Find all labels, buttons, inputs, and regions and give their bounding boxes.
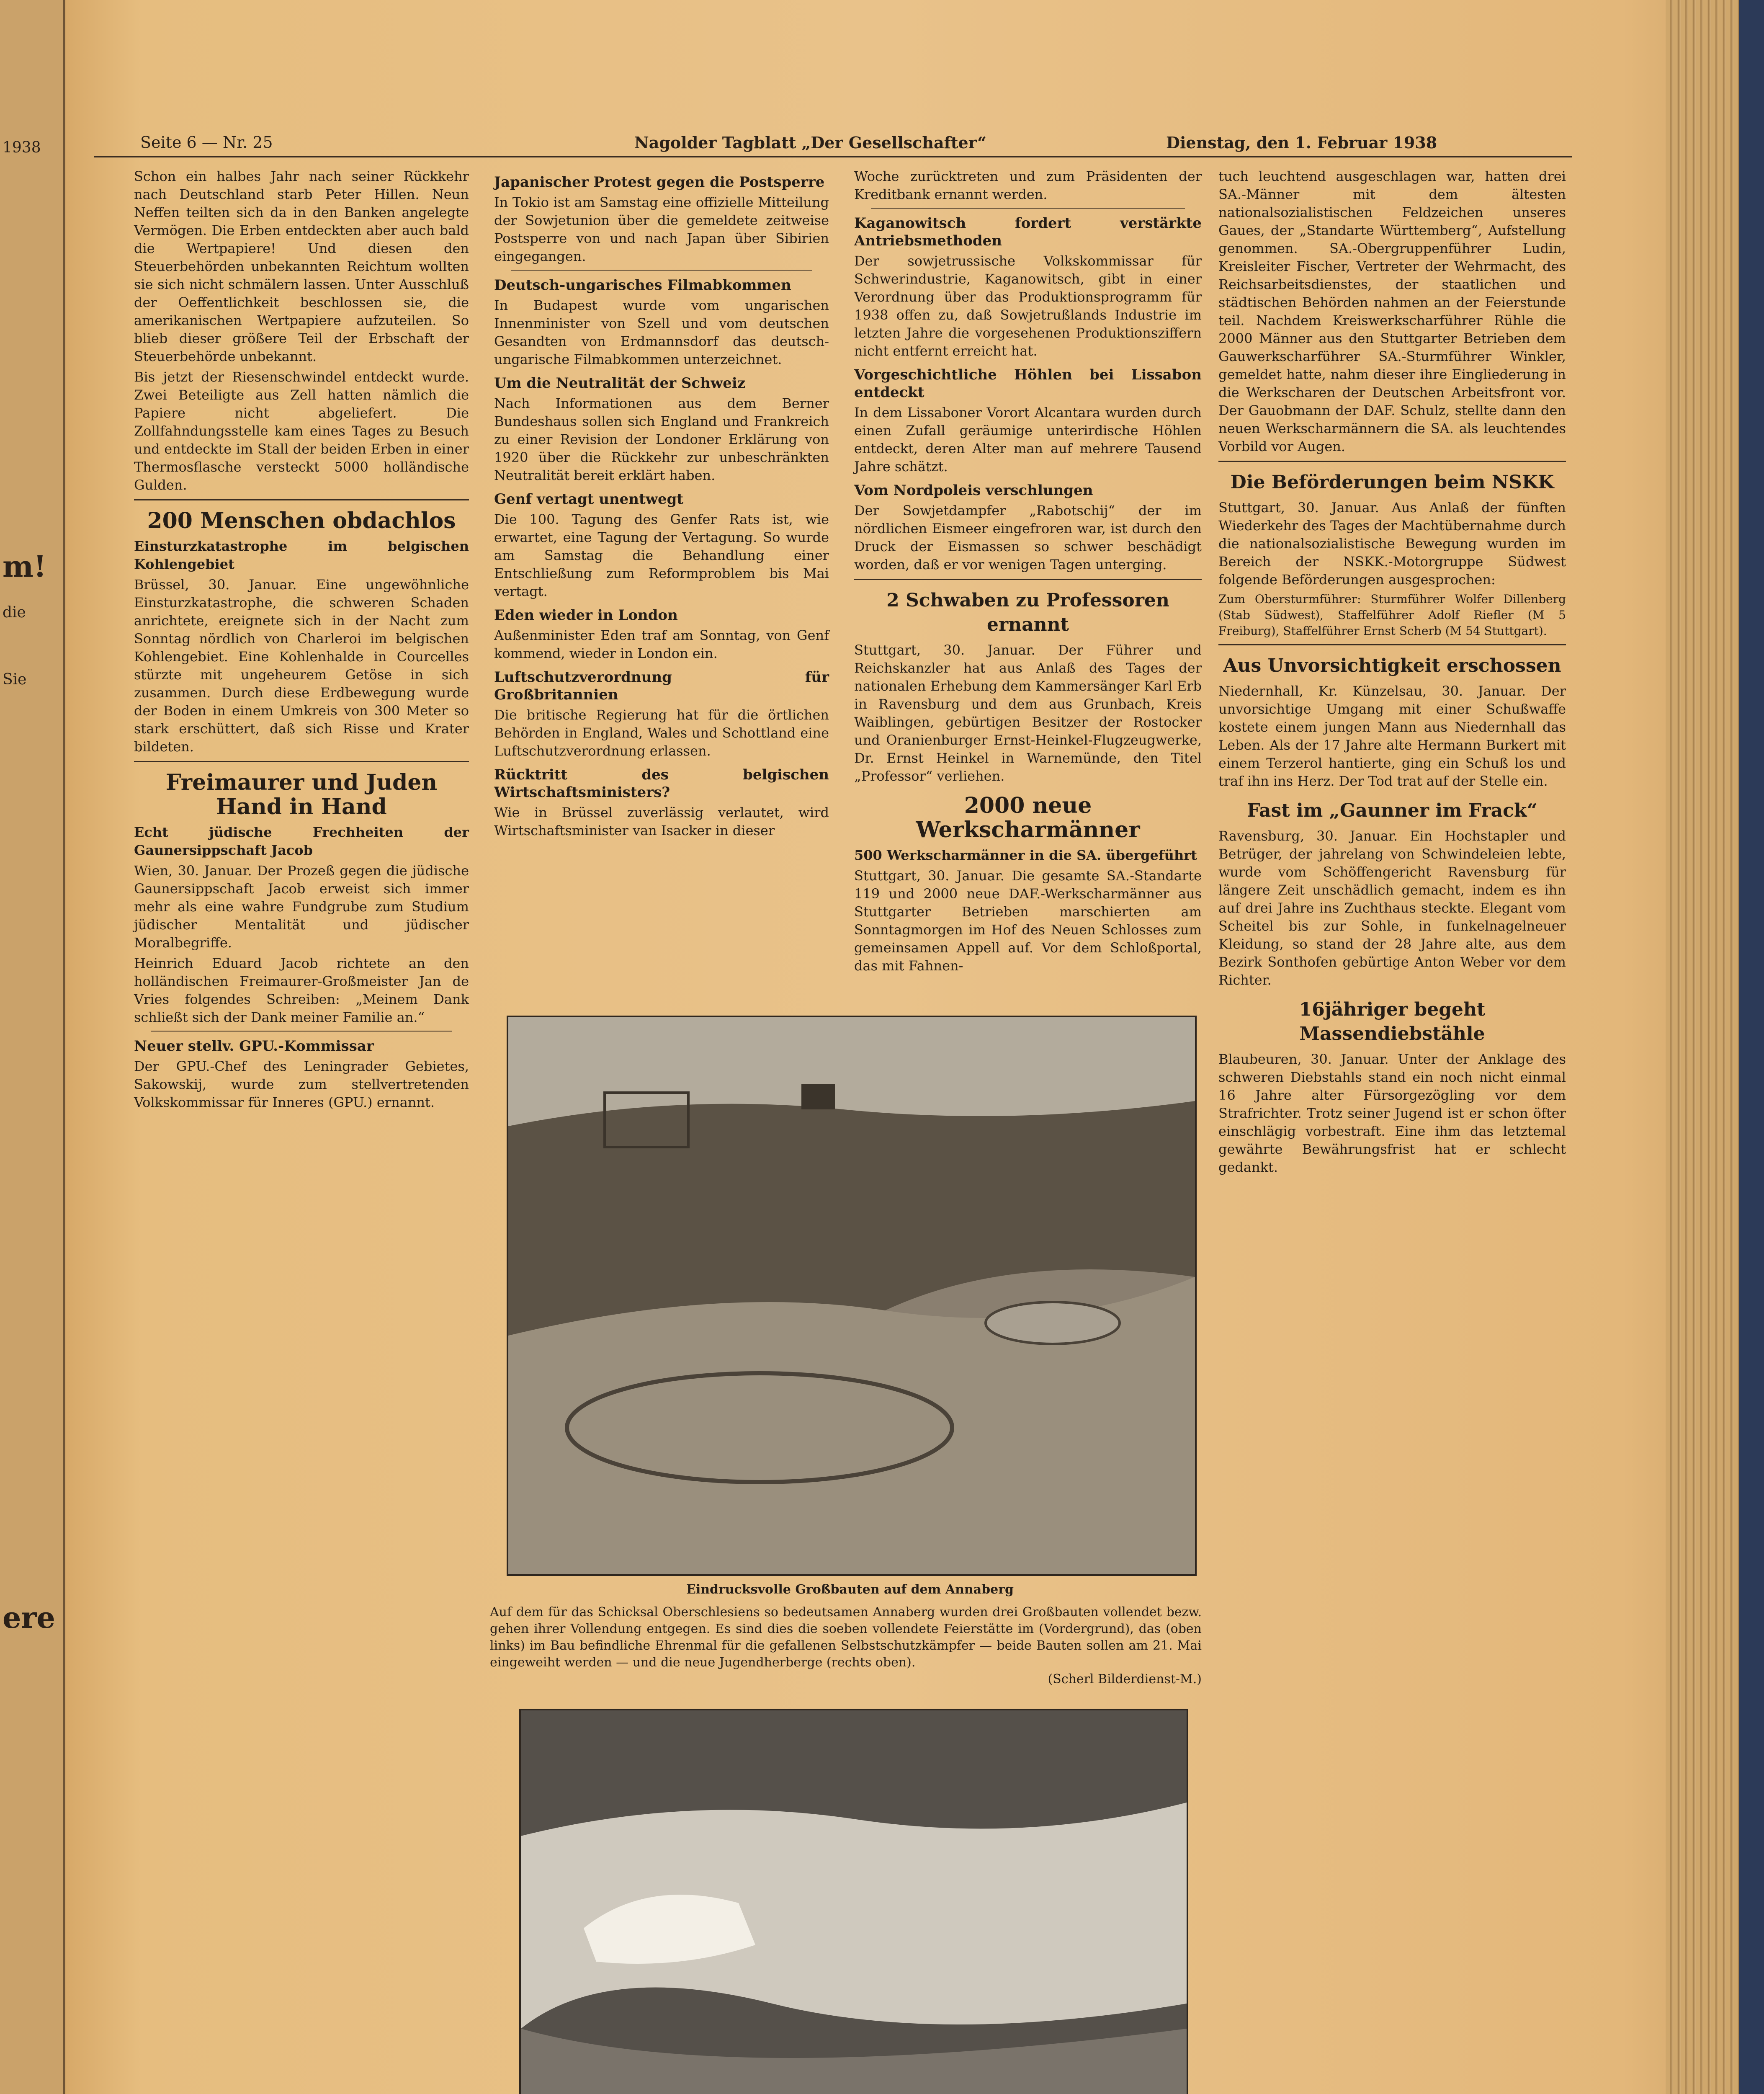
header-newspaper-title: Nagolder Tagblatt „Der Gesellschafter“ — [634, 133, 986, 152]
headline: Freimaurer und Juden Hand in Hand — [165, 770, 438, 820]
subheadline: 500 Werkscharmänner in die SA. übergeführt — [854, 847, 1197, 863]
headline: Um die Neutralität der Schweiz — [494, 375, 746, 392]
subheadline: Echt jüdische Frechheiten der Gaunersippschaft Jacob — [134, 824, 469, 858]
article-text: In Tokio ist am Samstag eine offizielle Mitteilung der Sowjetunion über die gemeldete zeitweise Postsperre von und nach Japan über Sibirien eingegangen. — [494, 194, 829, 264]
headline: Rücktritt des belgischen Wirtschaftsministers? — [494, 766, 829, 801]
article-text: Der sowjetrussische Volkskommissar für Schwerindustrie, Kaganowitsch, gibt in einer Verordnung über das Produktionsprogramm für 1938 offen zu, daß Sowjetrußlands Industrie im letzten Jahre die vorgesehenen Produktionsziffern nicht entfernt erreicht hat. — [854, 253, 1202, 359]
headline: Fast im „Gaunner im Frack“ — [1247, 800, 1537, 821]
article-text: Heinrich Eduard Jacob richtete an den holländischen Freimaurer-Großmeister Jan de Vries folgendes Schreiben: „Meinem Dank schließt sich der Dank meiner Familie an.“ — [134, 955, 469, 1025]
headline: Kaganowitsch fordert verstärkte Antriebsmethoden — [854, 215, 1202, 249]
headline: Eden wieder in London — [494, 607, 678, 624]
article-text: Stuttgart, 30. Januar. Die gesamte SA.-Standarte 119 und 2000 neue DAF.-Werkscharmänner aus Stuttgarter Betrieben marschierten am Sonntagmorgen im Hof des Neuen Schlosses zum gemeinsamen Appell auf. Vor dem Schloßportal, das mit Fahnen- — [854, 868, 1202, 974]
column-4 — [1218, 168, 1566, 1179]
article-text: Woche zurücktreten und zum Präsidenten der Kreditbank ernannt werden. — [854, 168, 1202, 202]
article-text: Wien, 30. Januar. Der Prozeß gegen die jüdische Gaunersippschaft Jacob erweist sich immer mehr als eine wahre Fundgrube zum Studium jüdischer Mentalität und jüdischer Moralbegriffe. — [134, 863, 469, 951]
headline: 200 Menschen obdachlos — [147, 508, 456, 534]
article-text: In dem Lissaboner Vorort Alcantara wurden durch einen Zufall geräumige unterirdische Höhlen entdeckt, deren Alter man auf mehrere Tausend Jahre schätzt. — [854, 405, 1202, 475]
prev-fragment: Sie — [3, 671, 27, 688]
headline: Aus Unvorsichtigkeit erschossen — [1223, 655, 1561, 676]
prev-fragment: m! — [3, 549, 46, 584]
photo-annaberg — [507, 1016, 1197, 1576]
article-text: tuch leuchtend ausgeschlagen war, hatten drei SA.-Männer mit dem ältesten nationalsozialistischen Feldzeichen unseres Gaues, der „Standarte Württemberg“, Aufstellung genommen. SA.-Obergruppenführer Ludin, Kreisleiter Fischer, Vertreter der Wehrmacht, des Reichsarbeitsdienstes, der staatlichen und städtischen Behörden nahmen an der Feierstunde teil. Nachdem Kreiswerkscharführer Rühle die 2000 Männer aus den Stuttgarter Betrieben dem Gauwerkscharführer SA.-Sturmführer Winkler, gemeldet hatte, nahm dieser ihre Eingliederung in die Werkscharen der Deutschen Arbeitsfront vor. Der Gauobmann der DAF. Schulz, stellte dann den neuen Werkscharmännern die SA. als leuchtendes Vorbild vor Augen. — [1218, 168, 1566, 454]
photo-credit: (Scherl Bilderdienst-M.) — [1048, 1672, 1202, 1687]
article-text: Der GPU.-Chef des Leningrader Gebietes, Sakowskij, wurde zum stellvertretenden Volkskommissar für Inneres (GPU.) ernannt. — [134, 1058, 469, 1110]
article-text: Stuttgart, 30. Januar. Aus Anlaß der fünften Wiederkehr des Tages der Machtübernahme durch die nationalsozialistische Bewegung wurden im Bereich der NSKK.-Motorgruppe Südwest folgende Beförderungen ausgesprochen: — [1218, 500, 1566, 588]
article-text: Niedernhall, Kr. Künzelsau, 30. Januar. Der unvorsichtige Umgang mit einer Schußwaffe kostete einem jungen Mann aus Niedernhall das Leben. Als der 17 Jahre alte Hermann Burkert mit einem Terzerol hantierte, ging ein Schuß los und traf ihn ins Herz. Der Tod trat auf der Stelle ein. — [1218, 683, 1566, 789]
divider — [511, 270, 812, 271]
article-text: Außenminister Eden traf am Sonntag, von Genf kommend, wieder in London ein. — [494, 627, 829, 661]
article-text: Wie in Brüssel zuverlässig verlautet, wird Wirtschaftsminister van Isacker in dieser — [494, 805, 829, 838]
page-header — [94, 131, 1572, 157]
niagara-image — [521, 1710, 1187, 2094]
divider — [854, 579, 1202, 580]
headline: Die Beförderungen beim NSKK — [1230, 472, 1554, 493]
article-text: Ravensburg, 30. Januar. Ein Hochstapler und Betrüger, der jahrelang von Schwindeleien lebte, wurde vom Schöffengericht Ravensburg für längere Zeit unschädlich gemacht, indem es ihn auf drei Jahre ins Zuchthaus steckte. Elegant vom Scheitel bis zur Sohle, in funkelnagelneuer Kleidung, so stand der 28 Jahre alte, aus dem Bezirk Sonthofen gebürtige Anton Weber vor dem Richter. — [1218, 828, 1566, 988]
divider — [1218, 644, 1566, 645]
header-page-number: Seite 6 — Nr. 25 — [140, 133, 273, 152]
article-text: Blaubeuren, 30. Januar. Unter der Anklage des schweren Diebstahls stand ein noch nicht einmal 16 Jahre alter Fürsorgezögling vor dem Strafrichter. Trotz seiner Jugend ist er schon öfter einschlägig vorbestraft. Eine ihm das letztemal gewährte Bewährungsfrist hat er schlecht gedankt. — [1218, 1051, 1566, 1175]
article-text: Stuttgart, 30. Januar. Der Führer und Reichskanzler hat aus Anlaß des Tages der nationalen Erhebung dem Kammersänger Karl Erb in Ravensburg und dem aus Grunbach, Kreis Waiblingen, gebürtigen Besitzer der Rostocker und Oranienburger Ernst-Heinkel-Flugzeugwerke, Dr. Ernst Heinkel in Warnemünde, den Titel „Professor“ verliehen. — [854, 642, 1202, 784]
article-text: Nach Informationen aus dem Berner Bundeshaus sollen sich England und Frankreich zu einer Revision der Londoner Erklärung von 1920 über die Rückkehr zur unbeschränkten Neutralität bereit erklärt haben. — [494, 395, 829, 483]
headline: Luftschutzverordnung für Großbritannien — [494, 669, 829, 703]
photo-caption: Eindrucksvolle Großbauten auf dem Annaberg — [686, 1582, 1014, 1597]
prev-fragment: 1938 — [3, 139, 41, 156]
headline: Japanischer Protest gegen die Postsperre — [494, 174, 825, 191]
photo-description-text: Auf dem für das Schicksal Oberschlesiens so bedeutsamen Annaberg wurden drei Großbauten vollendet bezw. gehen ihrer Vollendung entgegen. Es sind dies die soeben vollendete Feierstätte im (Vordergrund), das (oben links) im Bau befindliche Ehrenmal für die gefallenen Selbstschutzkämpfer — beide Bauten sollen am 21. Mai eingeweiht werden — und die neue Jugendherberge (rechts oben). — [490, 1605, 1202, 1670]
column-2 — [494, 168, 829, 842]
article-text: Die 100. Tagung des Genfer Rats ist, wie erwartet, eine Tagung der Vertagung. So wurde am Samstag die Behandlung einer Entschließung zum Reformproblem bis Mai vertagt. — [494, 511, 829, 599]
prev-fragment: ere — [3, 1600, 55, 1635]
previous-page-edge — [0, 0, 65, 2094]
headline: Deutsch-ungarisches Filmabkommen — [494, 277, 791, 294]
divider — [151, 1031, 452, 1032]
divider — [1218, 461, 1566, 462]
article-text: Schon ein halbes Jahr nach seiner Rückkehr nach Deutschland starb Peter Hillen. Neun Neffen teilten sich da in den Banken angelegte Vermögen. Die Erben entdeckten aber auch bald die Wertpapiere! Und diesen den Steuerbehörden unbekannten Reichtum wollten sie sich nicht schmälern lassen. Unter Ausschluß der Oeffentlichkeit beschlossen sie, die amerikanischen Wertpapiere aufzuteilen. So blieb dieser größere Teil der Erbschaft der Steuerbehörde unbekannt. — [134, 168, 469, 364]
headline: Vorgeschichtliche Höhlen bei Lissabon entdeckt — [854, 366, 1202, 401]
annaberg-image — [508, 1017, 1195, 1574]
book-cover-edge — [1739, 0, 1764, 2094]
divider — [134, 499, 469, 500]
article-text: Bis jetzt der Riesenschwindel entdeckt wurde. Zwei Beteiligte aus Zell hatten nämlich die Papiere nicht abgeliefert. Die Zollfahndungsstelle kam eines Tages zu Besuch und entdeckte im Stall der beiden Erben in einer Thermosflasche versteckt 5000 holländische Gulden. — [134, 369, 469, 493]
headline: 2 Schwaben zu Professoren ernannt — [886, 590, 1169, 635]
article-text: Zum Obersturmführer: Sturmführer Wolfer Dillenberg (Stab Südwest), Staffelführer Adolf Riefler (M 5 Freiburg), Staffelführer Ernst Scherb (M 54 Stuttgart). — [1218, 592, 1566, 638]
book-binding-edge — [1666, 0, 1764, 2094]
article-text: Der Sowjetdampfer „Rabotschij“ der im nördlichen Eismeer eingefroren war, ist durch den Druck der Eismassen so schwer beschädigt worden, daß er vor wenigen Tagen unterging. — [854, 503, 1202, 572]
divider — [134, 761, 469, 762]
photo-description — [490, 1604, 1202, 1688]
headline: Neuer stellv. GPU.-Kommissar — [134, 1038, 374, 1055]
divider — [871, 208, 1185, 209]
article-text: Brüssel, 30. Januar. Eine ungewöhnliche Einsturzkatastrophe, die schweren Schaden anrichtete, ereignete sich in der Nacht zum Sonntag nördlich von Charleroi im belgischen Kohlengebiet. Eine Kohlenhalde in Courcelles stürzte mit ungeheurem Getöse in sich zusammen. Durch diese Erdbewegung wurde der Boden in einem Umkreis von 300 Meter so stark erschüttert, daß sich Risse und Krater bildeten. — [134, 577, 469, 755]
headline: 2000 neue Werkscharmänner — [916, 793, 1140, 843]
column-3 — [854, 168, 1202, 977]
column-1 — [134, 168, 469, 1114]
photo-niagara — [519, 1709, 1188, 2094]
header-date: Dienstag, den 1. Februar 1938 — [1166, 133, 1437, 152]
headline: 16jähriger begeht Massendiebstähle — [1299, 999, 1486, 1044]
headline: Vom Nordpoleis verschlungen — [854, 482, 1093, 499]
article-text: Die britische Regierung hat für die örtlichen Behörden in England, Wales und Schottland eine Luftschutzverordnung erlassen. — [494, 707, 829, 759]
subheadline: Einsturzkatastrophe im belgischen Kohlengebiet — [134, 538, 469, 572]
headline: Genf vertagt unentwegt — [494, 491, 684, 508]
prev-fragment: die — [3, 604, 26, 621]
article-text: In Budapest wurde vom ungarischen Innenminister von Szell und vom deutschen Gesandten von Erdmannsdorf das deutsch-ungarische Filmabkommen unterzeichnet. — [494, 297, 829, 367]
